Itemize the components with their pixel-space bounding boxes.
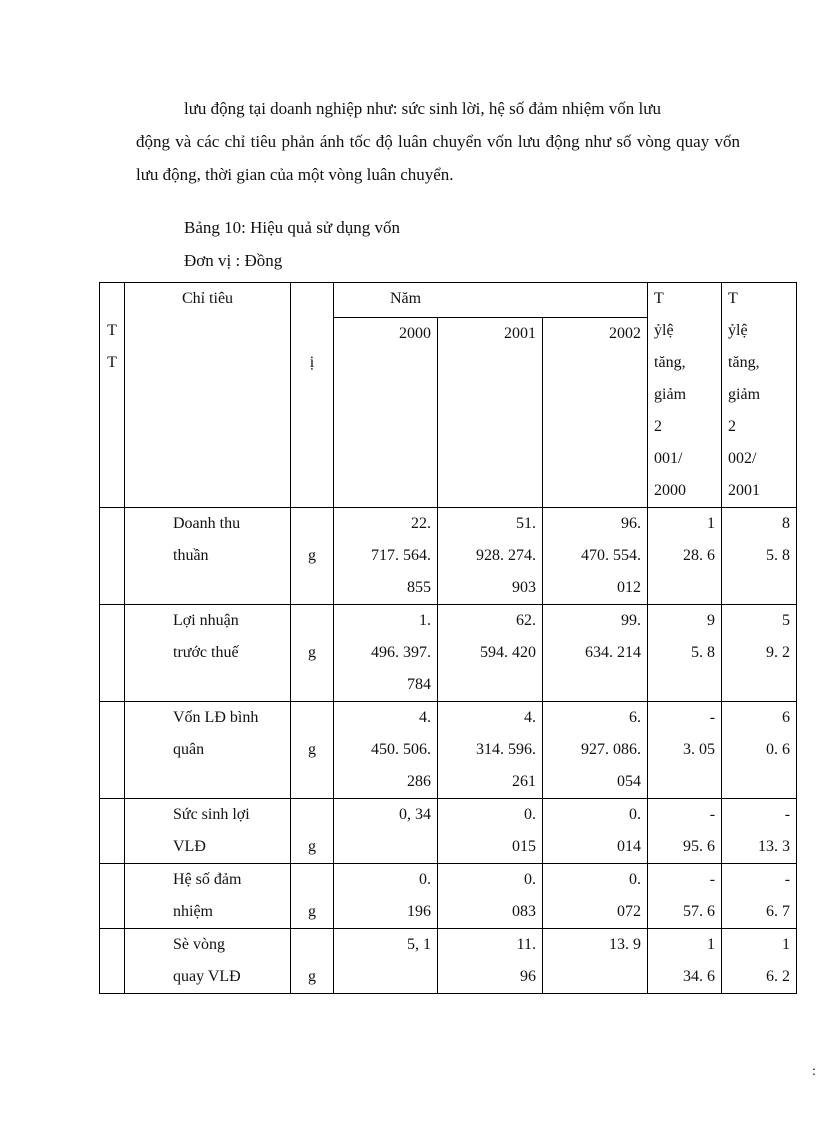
row-value-2002: 0. 014 xyxy=(543,799,648,864)
header-year-2002: 2002 xyxy=(543,318,648,508)
row-value-2001: 51. 928. 274. 903 xyxy=(438,508,543,605)
row-indicator-name: Sức sinh lợi VLĐ xyxy=(125,799,291,864)
row-value-2000: 5, 1 xyxy=(334,929,438,994)
row-indicator-name: Lợi nhuận trước thuế xyxy=(125,605,291,702)
paragraph-line-3: quay vốn lưu động, thời gian của một vòng luân chuyển. xyxy=(136,132,741,184)
row-value-2001: 62. 594. 420 xyxy=(438,605,543,702)
header-row-1 xyxy=(100,283,797,318)
header-unit: ị xyxy=(291,283,334,508)
row-value-2001: 0. 015 xyxy=(438,799,543,864)
row-value-2001: 11. 96 xyxy=(438,929,543,994)
row-indicator-name: Hệ số đảm nhiệm xyxy=(125,864,291,929)
header-nam: Năm xyxy=(334,283,648,318)
row-ratio-2: 5 9. 2 xyxy=(722,605,797,702)
row-ratio-1: 1 34. 6 xyxy=(648,929,722,994)
row-value-2002: 96. 470. 554. 012 xyxy=(543,508,648,605)
row-indicator-name: Doanh thu thuần xyxy=(125,508,291,605)
table-row xyxy=(100,605,797,702)
row-value-2000: 1. 496. 397. 784 xyxy=(334,605,438,702)
row-ratio-1: 9 5. 8 xyxy=(648,605,722,702)
header-tt: T T xyxy=(100,283,125,508)
row-value-2002: 0. 072 xyxy=(543,864,648,929)
row-ratio-2: 1 6. 2 xyxy=(722,929,797,994)
table-title: Bảng 10: Hiệu quả sử dụng vốn xyxy=(184,218,401,237)
header-chi-tieu: Chỉ tiêu xyxy=(125,283,291,508)
row-indicator-name: Vốn LĐ bình quân xyxy=(125,702,291,799)
row-value-2000: 0, 34 xyxy=(334,799,438,864)
table-unit: Đơn vị : Đồng xyxy=(184,251,283,270)
efficiency-table xyxy=(99,282,797,994)
row-value-2001: 0. 083 xyxy=(438,864,543,929)
row-value-2001: 4. 314. 596. 261 xyxy=(438,702,543,799)
row-value-2000: 22. 717. 564. 855 xyxy=(334,508,438,605)
row-unit: g xyxy=(291,605,334,702)
row-ratio-2: 6 0. 6 xyxy=(722,702,797,799)
header-ratio-2002-2001: T ỷlệ tăng, giảm 2 002/ 2001 xyxy=(722,283,797,508)
row-value-2000: 4. 450. 506. 286 xyxy=(334,702,438,799)
row-unit: g xyxy=(291,864,334,929)
table-row xyxy=(100,864,797,929)
row-unit: g xyxy=(291,929,334,994)
row-ratio-1: - 3. 05 xyxy=(648,702,722,799)
table-row xyxy=(100,799,797,864)
table-row xyxy=(100,508,797,605)
header-ratio-2001-2000: T ỷlệ tăng, giảm 2 001/ 2000 xyxy=(648,283,722,508)
table-row xyxy=(100,929,797,994)
paragraph-line-2: động và các chỉ tiêu phản ánh tốc độ luân chuyển vốn lưu động như số vòng xyxy=(136,132,671,151)
row-value-2000: 0. 196 xyxy=(334,864,438,929)
row-ratio-1: 1 28. 6 xyxy=(648,508,722,605)
header-year-2001: 2001 xyxy=(438,318,543,508)
row-ratio-2: 8 5. 8 xyxy=(722,508,797,605)
paragraph-line-1: lưu động tại doanh nghiệp như: sức sinh lời, hệ số đảm nhiệm vốn lưu xyxy=(184,99,661,118)
row-unit: g xyxy=(291,702,334,799)
row-value-2002: 99. 634. 214 xyxy=(543,605,648,702)
header-year-2000: 2000 xyxy=(334,318,438,508)
row-ratio-1: - 95. 6 xyxy=(648,799,722,864)
row-indicator-name: Sè vòng quay VLĐ xyxy=(125,929,291,994)
row-unit: g xyxy=(291,508,334,605)
body-paragraph xyxy=(136,92,740,191)
row-unit: g xyxy=(291,799,334,864)
row-value-2002: 13. 9 xyxy=(543,929,648,994)
table-row xyxy=(100,702,797,799)
row-ratio-2: - 6. 7 xyxy=(722,864,797,929)
row-ratio-2: - 13. 3 xyxy=(722,799,797,864)
row-value-2002: 6. 927. 086. 054 xyxy=(543,702,648,799)
row-ratio-1: - 57. 6 xyxy=(648,864,722,929)
page-mark: : xyxy=(812,1064,816,1079)
